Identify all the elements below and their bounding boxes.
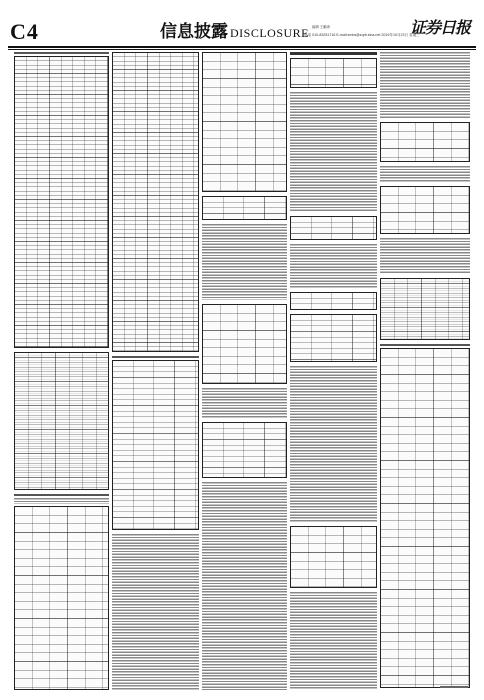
table-caption bbox=[14, 494, 109, 496]
text-paragraph bbox=[290, 366, 377, 522]
summary-table bbox=[202, 196, 287, 220]
page-number: C4 bbox=[10, 19, 39, 44]
footer-note bbox=[440, 686, 468, 688]
share-class-table bbox=[202, 422, 287, 478]
fee-table bbox=[202, 304, 287, 384]
manager-table bbox=[380, 122, 470, 162]
section-title-cn: 信息披露 bbox=[160, 22, 228, 42]
text-paragraph bbox=[380, 166, 470, 182]
editor-credits: 编辑 王鹏涛 bbox=[312, 25, 330, 29]
text-paragraph bbox=[112, 534, 199, 690]
column-4 bbox=[290, 52, 377, 690]
section-heading bbox=[290, 52, 377, 55]
column-1 bbox=[14, 52, 109, 690]
table-caption bbox=[380, 344, 470, 346]
table-caption bbox=[112, 356, 199, 358]
masthead-rule bbox=[8, 46, 476, 48]
text-paragraph bbox=[202, 388, 287, 418]
section-title bbox=[160, 21, 309, 44]
contact-date-line: 电话 010-83251716 E-mail:zmbs@zqrb.sina.net 2019年10月23日 星期三 bbox=[304, 33, 420, 37]
custodian-table bbox=[380, 186, 470, 234]
text-paragraph bbox=[290, 592, 377, 690]
holdings-table bbox=[112, 52, 199, 352]
column-3 bbox=[202, 52, 287, 690]
text-paragraph bbox=[202, 224, 287, 300]
masthead bbox=[8, 20, 476, 46]
ratio-table bbox=[290, 292, 377, 310]
risk-table bbox=[202, 52, 287, 192]
column-2 bbox=[112, 52, 199, 690]
holdings-summary-table bbox=[380, 278, 470, 340]
disclosure-detail-table bbox=[380, 348, 470, 688]
section-title-en: DISCLOSURE bbox=[230, 26, 310, 40]
transaction-table bbox=[112, 360, 199, 530]
holdings-table-continued bbox=[14, 352, 109, 490]
holdings-table bbox=[14, 56, 109, 348]
text-paragraph bbox=[380, 238, 470, 274]
table-caption bbox=[14, 52, 109, 54]
text-paragraph bbox=[202, 482, 287, 690]
masthead-rule-thin bbox=[8, 49, 476, 50]
text-paragraph bbox=[14, 498, 109, 504]
asset-allocation-table bbox=[290, 526, 377, 588]
text-paragraph bbox=[290, 92, 377, 212]
text-paragraph bbox=[380, 52, 470, 118]
return-table bbox=[290, 314, 377, 362]
column-5 bbox=[380, 52, 470, 690]
performance-table bbox=[290, 216, 377, 240]
newspaper-logo: 证券日报 bbox=[409, 18, 470, 37]
text-paragraph bbox=[290, 244, 377, 288]
info-table bbox=[290, 58, 377, 88]
fund-detail-table bbox=[14, 506, 109, 690]
